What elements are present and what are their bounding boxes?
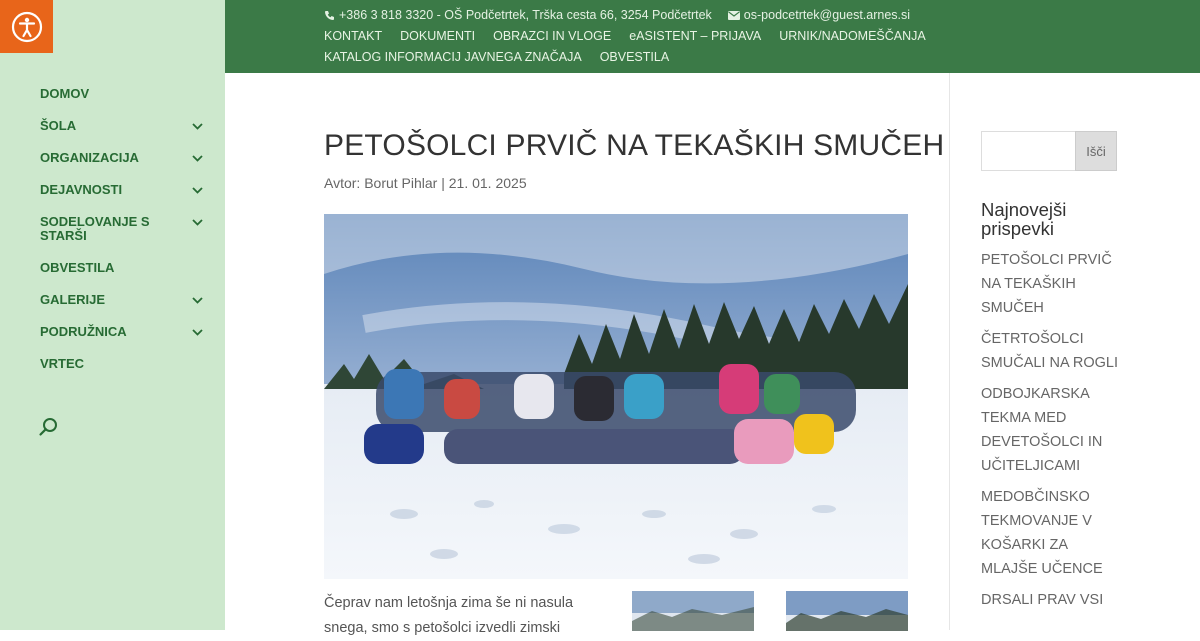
post-featured-image[interactable] [324,214,908,579]
sidebar-item-galerije[interactable] [40,293,210,307]
sidebar-item-label: SODELOVANJE S STARŠI [40,214,150,243]
sidebar-item-label: PODRUŽNICA [40,324,127,339]
post-title: PETOŠOLCI PRVIČ NA TEKAŠKIH SMUČEH [324,129,945,162]
chevron-down-icon[interactable] [190,325,204,339]
sidebar-item-podruznica[interactable] [40,325,210,339]
left-sidebar [0,0,225,630]
email-text: os-podcetrtek@guest.arnes.si [743,8,911,22]
top-nav-kontakt[interactable]: KONTAKT [324,29,383,43]
content-divider [949,73,950,630]
sidebar-item-domov[interactable] [40,87,210,101]
right-sidebar [981,131,1121,619]
recent-posts-heading: Najnovejši prispevki [981,199,1067,239]
sidebar-item-sola[interactable] [40,119,210,133]
top-nav-obrazci[interactable]: OBRAZCI IN VLOGE [493,29,612,43]
contact-bar [324,8,910,22]
top-nav-urnik[interactable]: URNIK/NADOMEŠČANJA [779,29,926,43]
sidebar-item-organizacija[interactable] [40,151,210,165]
sidebar-search-button[interactable] [38,416,60,438]
sidebar-item-label: ŠOLA [40,118,77,133]
top-header [225,0,1200,73]
recent-post-link[interactable]: ČETRTOŠOLCI SMUČALI NA ROGLI [981,331,1118,371]
sidebar-item-obvestila[interactable] [40,261,210,275]
recent-post-link[interactable]: MEDOBČINSKO TEKMOVANJE V KOŠARKI ZA MLAJŠE UČENCE [981,489,1103,577]
phone-text: +386 3 818 3320 - OŠ Podčetrtek, Trška cesta 66, 3254 Podčetrtek [339,8,712,22]
recent-posts-list [981,248,1121,612]
search-input[interactable] [981,131,1075,171]
sidebar-item-label: DEJAVNOSTI [40,182,123,197]
sidebar-item-dejavnosti[interactable] [40,183,210,197]
search-button[interactable]: Išči [1075,131,1117,171]
sidebar-item-label: GALERIJE [40,292,106,307]
sidebar-item-vrtec[interactable] [40,357,210,371]
main-content [324,73,945,641]
recent-post-link[interactable]: DRSALI PRAV VSI [981,592,1104,608]
top-nav-katalog[interactable]: KATALOG INFORMACIJ JAVNEGA ZNAČAJA [324,50,582,64]
phone-info[interactable] [324,8,712,22]
post-meta: Avtor: Borut Pihlar | 21. 01. 2025 [324,175,527,191]
sidebar-item-label: ORGANIZACIJA [40,150,139,165]
envelope-icon [728,11,740,20]
accessibility-icon [11,11,43,43]
chevron-down-icon[interactable] [190,119,204,133]
top-nav [324,28,964,65]
gallery-thumbnail[interactable] [632,591,754,631]
post-body [324,591,914,641]
search-form [981,131,1121,171]
phone-icon [324,10,335,21]
sidebar-item-label: VRTEC [40,356,85,371]
post-body-text: Čeprav nam letošnja zima še ni nasula snega, smo s petošolci izvedli zimski [324,595,574,636]
recent-post-link[interactable]: PETOŠOLCI PRVIČ NA TEKAŠKIH SMUČEH [981,252,1112,316]
top-nav-dokumenti[interactable]: DOKUMENTI [400,29,476,43]
chevron-down-icon[interactable] [190,293,204,307]
top-nav-obvestila[interactable]: OBVESTILA [599,50,670,64]
top-nav-easistent[interactable]: eASISTENT – PRIJAVA [629,29,762,43]
email-info[interactable] [728,8,910,22]
chevron-down-icon[interactable] [190,151,204,165]
recent-post-link[interactable]: ODBOJKARSKA TEKMA MED DEVETOŠOLCI IN UČITELJICAMI [981,386,1103,474]
main-nav [40,87,210,389]
search-icon [38,416,60,438]
gallery-thumbnail[interactable] [786,591,908,631]
accessibility-button[interactable] [0,0,53,53]
chevron-down-icon[interactable] [190,183,204,197]
chevron-down-icon[interactable] [190,215,204,229]
sidebar-item-sodelovanje[interactable] [40,215,210,243]
sidebar-item-label: DOMOV [40,86,90,101]
sidebar-item-label: OBVESTILA [40,260,115,275]
